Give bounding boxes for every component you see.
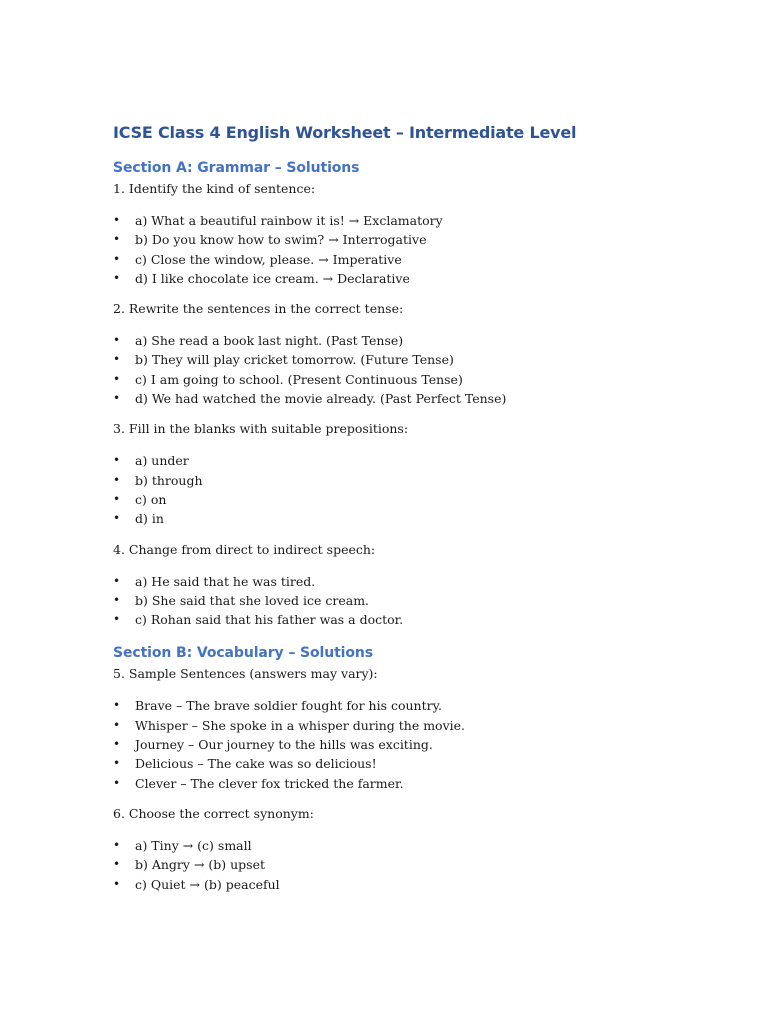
list-item bbox=[113, 331, 733, 350]
answer-text: c) Close the window, please. → Imperative bbox=[135, 251, 402, 267]
list-item bbox=[113, 855, 733, 874]
list-item bbox=[113, 211, 733, 230]
bullet-icon: • bbox=[113, 352, 121, 367]
bullet-icon: • bbox=[113, 876, 121, 891]
list-item bbox=[113, 774, 733, 793]
question-4: 4. Change from direct to indirect speech: bbox=[113, 541, 376, 557]
bullet-icon: • bbox=[113, 592, 121, 607]
list-item bbox=[113, 451, 733, 470]
page-title: ICSE Class 4 English Worksheet – Intermediate Level bbox=[113, 123, 577, 142]
list-item bbox=[113, 230, 733, 249]
list-item bbox=[113, 471, 733, 490]
question-5-answers bbox=[113, 696, 733, 792]
question-6-answers bbox=[113, 836, 733, 894]
answer-text: a) under bbox=[135, 453, 189, 469]
bullet-icon: • bbox=[113, 511, 121, 526]
bullet-icon: • bbox=[113, 756, 121, 771]
bullet-icon: • bbox=[113, 472, 121, 487]
bullet-icon: • bbox=[113, 333, 121, 348]
bullet-icon: • bbox=[113, 491, 121, 506]
bullet-icon: • bbox=[113, 371, 121, 386]
list-item bbox=[113, 389, 733, 408]
question-1-answers bbox=[113, 211, 733, 288]
answer-text: Brave – The brave soldier fought for his country. bbox=[135, 698, 442, 714]
answer-text: a) Tiny → (c) small bbox=[135, 837, 252, 853]
bullet-icon: • bbox=[113, 837, 121, 852]
bullet-icon: • bbox=[113, 775, 121, 790]
bullet-icon: • bbox=[113, 857, 121, 872]
bullet-icon: • bbox=[113, 391, 121, 406]
question-2: 2. Rewrite the sentences in the correct tense: bbox=[113, 301, 404, 317]
list-item bbox=[113, 696, 733, 715]
list-item bbox=[113, 350, 733, 369]
question-3-answers bbox=[113, 451, 733, 528]
answer-text: b) She said that she loved ice cream. bbox=[135, 592, 370, 608]
answer-text: Clever – The clever fox tricked the farmer. bbox=[135, 775, 404, 791]
list-item bbox=[113, 490, 733, 509]
answer-text: d) in bbox=[135, 511, 164, 527]
list-item bbox=[113, 370, 733, 389]
answer-text: d) We had watched the movie already. (Past Perfect Tense) bbox=[135, 391, 507, 407]
answer-text: c) on bbox=[135, 491, 167, 507]
bullet-icon: • bbox=[113, 573, 121, 588]
list-item bbox=[113, 269, 733, 288]
bullet-icon: • bbox=[113, 717, 121, 732]
answer-text: b) Do you know how to swim? → Interrogative bbox=[135, 232, 427, 248]
list-item bbox=[113, 875, 733, 894]
bullet-icon: • bbox=[113, 270, 121, 285]
question-6: 6. Choose the correct synonym: bbox=[113, 805, 314, 821]
bullet-icon: • bbox=[113, 453, 121, 468]
bullet-icon: • bbox=[113, 698, 121, 713]
list-item bbox=[113, 754, 733, 773]
question-4-answers bbox=[113, 572, 733, 630]
answer-text: Whisper – She spoke in a whisper during the movie. bbox=[135, 717, 466, 733]
answer-text: b) They will play cricket tomorrow. (Future Tense) bbox=[135, 352, 454, 368]
answer-text: d) I like chocolate ice cream. → Declarative bbox=[135, 270, 410, 286]
answer-text: a) She read a book last night. (Past Tense) bbox=[135, 333, 404, 349]
answer-text: b) Angry → (b) upset bbox=[135, 857, 266, 873]
bullet-icon: • bbox=[113, 232, 121, 247]
list-item bbox=[113, 610, 733, 629]
list-item bbox=[113, 735, 733, 754]
list-item bbox=[113, 572, 733, 591]
question-5: 5. Sample Sentences (answers may vary): bbox=[113, 666, 378, 682]
bullet-icon: • bbox=[113, 213, 121, 227]
question-1: 1. Identify the kind of sentence: bbox=[113, 181, 316, 196]
list-item bbox=[113, 591, 733, 610]
answer-text: c) I am going to school. (Present Continuous Tense) bbox=[135, 371, 463, 387]
answer-text: a) He said that he was tired. bbox=[135, 573, 316, 589]
answer-text: Delicious – The cake was so delicious! bbox=[135, 756, 377, 772]
bullet-icon: • bbox=[113, 251, 121, 266]
section-a-heading: Section A: Grammar – Solutions bbox=[113, 160, 360, 176]
list-item bbox=[113, 250, 733, 269]
list-item bbox=[113, 509, 733, 528]
list-item bbox=[113, 836, 733, 855]
section-b-heading: Section B: Vocabulary – Solutions bbox=[113, 645, 373, 662]
answer-text: c) Quiet → (b) peaceful bbox=[135, 876, 280, 892]
list-item bbox=[113, 716, 733, 735]
answer-text: a) What a beautiful rainbow it is! → Exclamatory bbox=[135, 213, 443, 228]
document-content bbox=[113, 122, 733, 906]
bullet-icon: • bbox=[113, 737, 121, 752]
bullet-icon: • bbox=[113, 612, 121, 627]
answer-text: c) Rohan said that his father was a doctor. bbox=[135, 612, 404, 628]
answer-text: Journey – Our journey to the hills was exciting. bbox=[135, 737, 433, 753]
question-2-answers bbox=[113, 331, 733, 408]
question-3: 3. Fill in the blanks with suitable prepositions: bbox=[113, 421, 409, 437]
answer-text: b) through bbox=[135, 472, 203, 488]
